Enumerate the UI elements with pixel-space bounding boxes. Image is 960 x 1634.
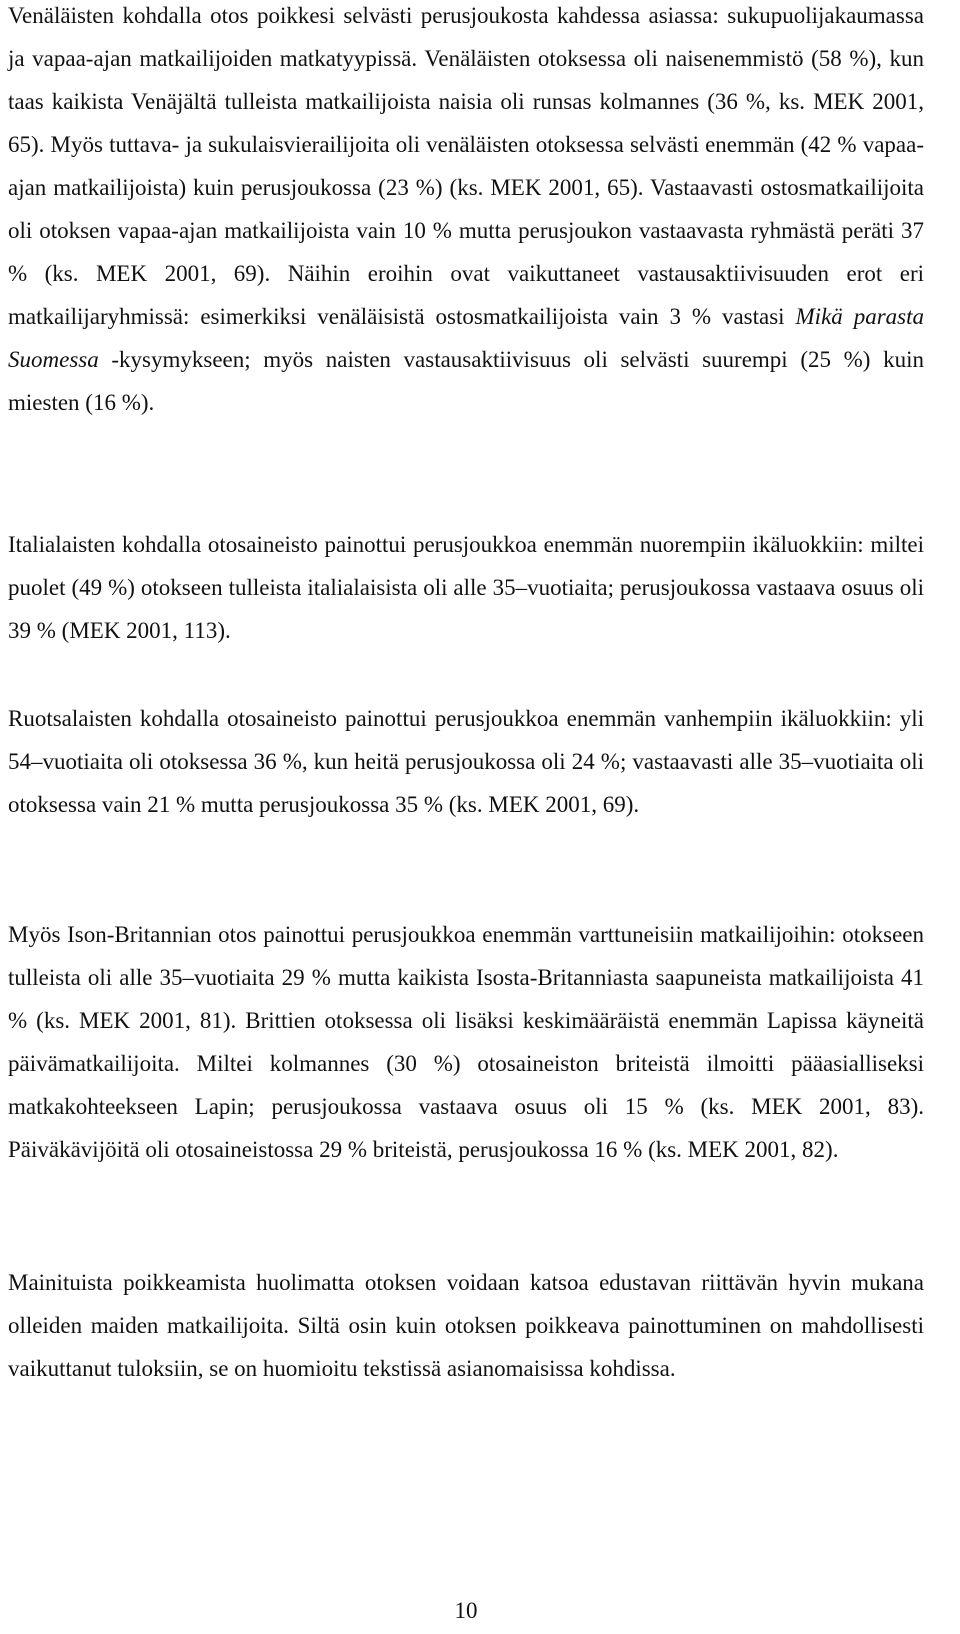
paragraph-conclusion: Mainituista poikkeamista huolimatta otoksen voidaan katsoa edustavan riittävän hyvin mukana olleiden maiden matkailijoita. Siltä osin kuin otoksen poikkeava painottuminen on mahdollisesti vaikuttanut tuloksiin, se on huomioitu tekstissä asianomaisissa kohdissa. [8,1270,924,1381]
paragraph-italians: Italialaisten kohdalla otosaineisto painottui perusjoukkoa enemmän nuorempiin ikäluokkiin: miltei puolet (49 %) otokseen tulleista italialaisista oli alle 35–vuotiaita; perusjoukossa vastaava osuus oli 39 % (MEK 2001, 113). [8,532,924,643]
document-page [8,0,924,1634]
paragraph-russians-text-b: -kysymykseen; myös naisten vastausaktiivisuus oli selvästi suurempi (25 %) kuin miesten (16 %). [8,347,924,415]
paragraph-russians-text-a: Venäläisten kohdalla otos poikkesi selvästi perusjoukosta kahdessa asiassa: sukupuolijakaumassa ja vapaa-ajan matkailijoiden matkatyypissä. Venäläisten otoksessa oli naisenemmistö (58 %), kun taas kaikista Venäjältä tulleista matkailijoista naisia oli runsas kolmannes (36 %, ks. MEK 2001, 65). Myös tuttava- ja sukulaisvierailijoita oli venäläisten otoksessa selvästi enemmän (42 % vapaa-ajan matkailijoista) kuin perusjoukossa (23 %) (ks. MEK 2001, 65). Vastaavasti ostosmatkailijoita oli otoksen vapaa-ajan matkailijoista vain 10 % mutta perusjoukon vastaavasta ryhmästä peräti 37 % (ks. MEK 2001, 69). Näihin eroihin ovat vaikuttaneet vastausaktiivisuuden erot eri matkailijaryhmissä: esimerkiksi venäläisistä ostosmatkailijoista vain 3 % vastasi [8,3,924,329]
paragraph-britain: Myös Ison-Britannian otos painottui perusjoukkoa enemmän varttuneisiin matkailijoihin: otokseen tulleista oli alle 35–vuotiaita 29 % mutta kaikista Isosta-Britanniasta saapuneista matkailijoista 41 % (ks. MEK 2001, 81). Brittien otoksessa oli lisäksi keskimääräistä enemmän Lapissa käyneitä päivämatkailijoita. Miltei kolmannes (30 %) otosaineiston briteistä ilmoitti pääasialliseksi matkakohteekseen Lapin; perusjoukossa vastaava osuus oli 15 % (ks. MEK 2001, 83). Päiväkävijöitä oli otosaineistossa 29 % briteistä, perusjoukossa 16 % (ks. MEK 2001, 82). [8,922,924,1162]
paragraph-russians [8,0,924,424]
page-number: 10 [454,1598,478,1623]
paragraph-swedes: Ruotsalaisten kohdalla otosaineisto painottui perusjoukkoa enemmän vanhempiin ikäluokkiin: yli 54–vuotiaita oli otoksessa 36 %, kun heitä perusjoukossa oli 24 %; vastaavasti alle 35–vuotiaita oli otoksessa vain 21 % mutta perusjoukossa 35 % (ks. MEK 2001, 69). [8,706,924,817]
paragraph-russians-italic-title: Mikä parasta Suomessa [8,304,924,372]
